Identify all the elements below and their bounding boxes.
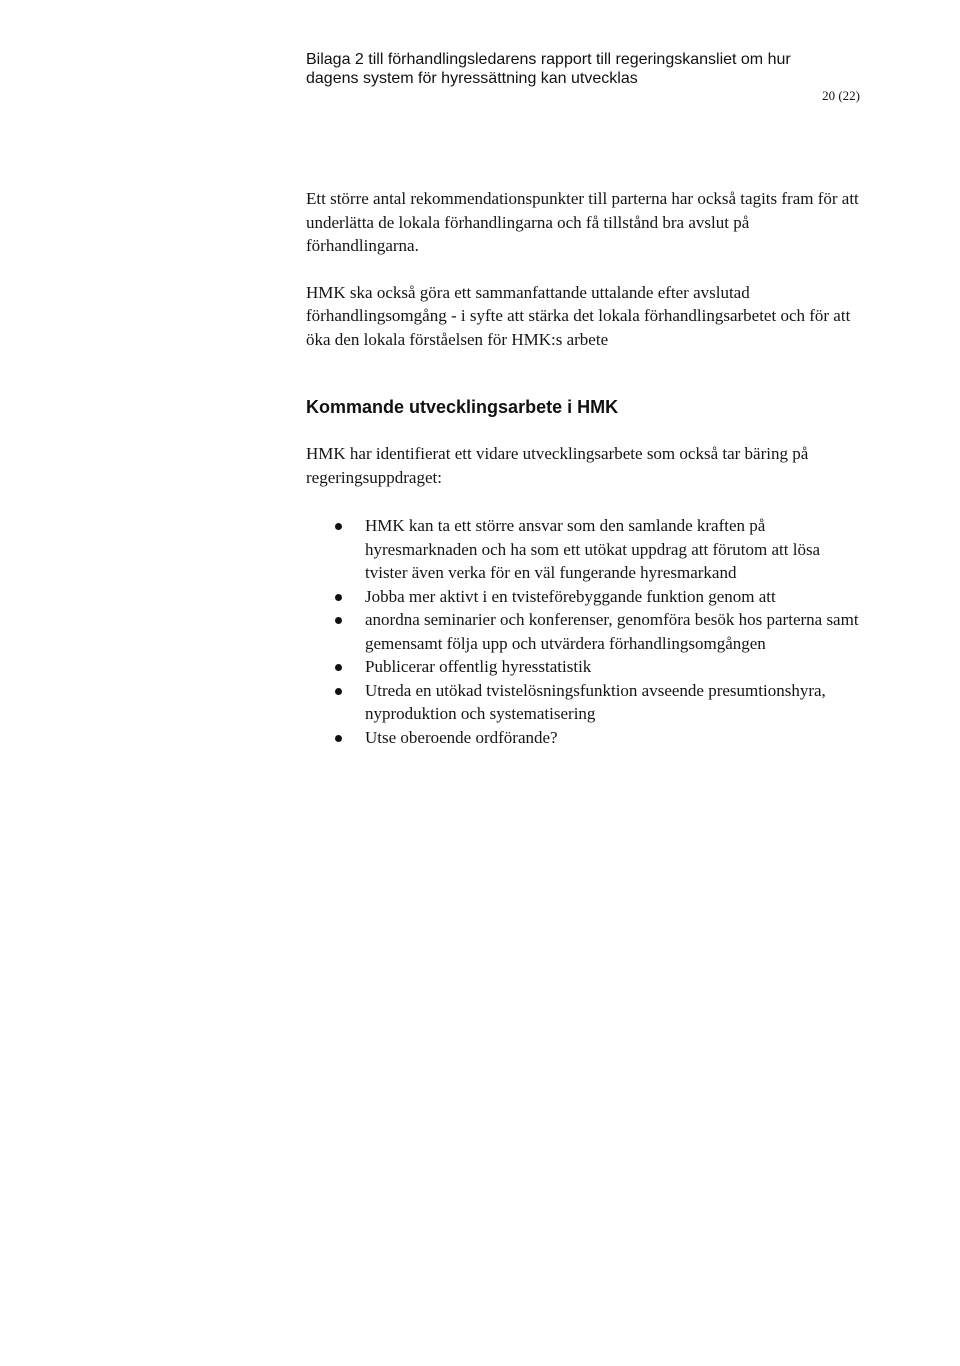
- bullet-icon: [335, 688, 342, 695]
- list-item: [306, 608, 866, 655]
- list-item-text: Utse oberoende ordförande?: [365, 727, 558, 747]
- paragraph-summary-statement: HMK ska också göra ett sammanfattande uttalande efter avslutad förhandlingsomgång - i syfte att stärka det lokala förhandlingsarbetet och för att öka den lokala förståelsen för HMK:s arbete: [306, 282, 851, 349]
- bullet-icon: [335, 594, 342, 601]
- document-body: [306, 187, 866, 749]
- header-title-line-2: dagens system för hyressättning kan utvecklas: [306, 70, 638, 87]
- list-item-text: Jobba mer aktivt i en tvisteförebyggande funktion genom att: [365, 586, 776, 606]
- header-title-line-1: Bilaga 2 till förhandlingsledarens rapport till regeringskansliet om hur: [306, 51, 791, 68]
- bullet-icon: [335, 617, 342, 624]
- bullet-icon: [335, 664, 342, 671]
- list-item-text: Publicerar offentlig hyresstatistik: [365, 657, 592, 676]
- bullet-icon: [335, 523, 342, 530]
- list-item-text: anordna seminarier och konferenser, genomföra besök hos parterna samt gemensamt följa upp och utvärdera förhandlingsomgången: [365, 610, 859, 653]
- bullet-icon: [335, 735, 342, 742]
- list-item: [306, 726, 866, 750]
- paragraph-recommendations: Ett större antal rekommendationspunkter till parterna har också tagits fram för att underlätta de lokala förhandlingarna och få tillstånd bra avslut på förhandlingarna.: [306, 189, 859, 255]
- list-item: [306, 655, 866, 679]
- section-intro: HMK har identifierat ett vidare utvecklingsarbete som också tar bäring på regeringsuppdraget:: [306, 444, 809, 487]
- list-item: [306, 514, 866, 585]
- list-item-text: Utreda en utökad tvistelösningsfunktion avseende presumtionshyra, nyproduktion och systematisering: [365, 680, 826, 723]
- page-number: 20 (22): [822, 88, 860, 103]
- list-item: [306, 585, 866, 609]
- running-header: [306, 50, 866, 88]
- list-item-text: HMK kan ta ett större ansvar som den samlande kraften på hyresmarknaden och ha som ett utökat uppdrag att förutom att lösa tvister även verka för en väl fungerande hyresmarkand: [365, 516, 821, 582]
- development-bullet-list: [306, 514, 866, 749]
- section-heading: Kommande utvecklingsarbete i HMK: [306, 397, 619, 417]
- list-item: [306, 679, 866, 726]
